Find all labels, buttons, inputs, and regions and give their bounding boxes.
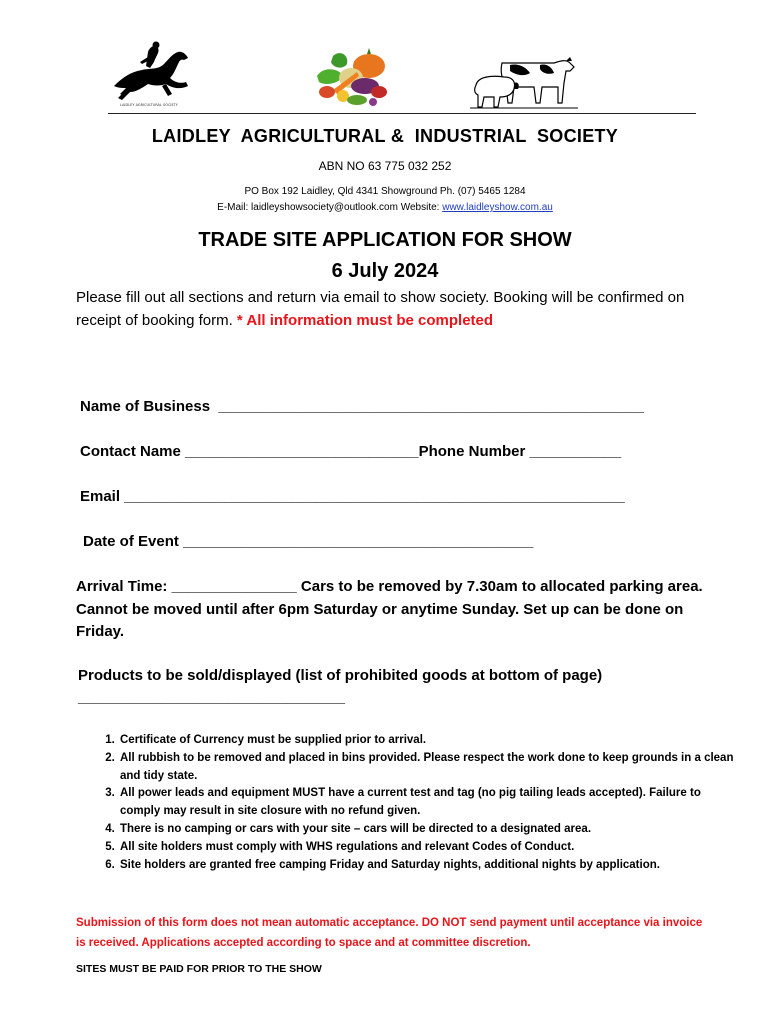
list-item: 4. There is no camping or cars with your site – cars will be directed to a designated area.	[118, 821, 738, 839]
event-date-field[interactable]: Date of Event __________________________________________	[83, 533, 534, 550]
list-item: 1. Certificate of Currency must be supplied prior to arrival.	[118, 732, 738, 750]
products-field[interactable]: Products to be sold/displayed (list of prohibited goods at bottom of page) ________________________________	[78, 667, 603, 706]
list-item: 5. All site holders must comply with WHS regulations and relevant Codes of Conduct.	[118, 839, 738, 857]
business-name-field[interactable]: Name of Business ___________________________________________________	[80, 398, 644, 415]
farm-animals-logo	[470, 55, 582, 109]
conditions-list	[76, 732, 738, 874]
form-title: TRADE SITE APPLICATION FOR SHOW	[198, 229, 572, 251]
horse-logo-caption: LAIDLEY AGRICULTURAL SOCIETY	[120, 103, 178, 107]
email-field[interactable]: Email ____________________________________________________________	[80, 488, 625, 505]
horse-jumper-logo	[100, 40, 200, 108]
contact-phone-field[interactable]: Contact Name ____________________________Phone Number ___________	[80, 443, 622, 460]
contact-line	[0, 202, 770, 213]
list-item: 2. All rubbish to be removed and placed in bins provided. Please respect the work done to keep grounds in a clean and tidy state.	[118, 750, 738, 786]
payment-notice: SITES MUST BE PAID FOR PRIOR TO THE SHOW	[76, 963, 322, 975]
header-rule	[108, 113, 696, 114]
list-item: 3. All power leads and equipment MUST have a current test and tag (no pig tailing leads accepted). Failure to comply may result in site closure with no refund given.	[118, 785, 738, 821]
abn-number: ABN NO 63 775 032 252	[318, 159, 452, 173]
list-item: 6. Site holders are granted free camping Friday and Saturday nights, additional nights by application.	[118, 857, 738, 875]
arrival-time-field[interactable]: Arrival Time: _______________ Cars to be removed by 7.30am to allocated parking area. Cannot be moved until after 6pm Saturday or anytime Sunday. Set up can be done on Friday.	[76, 578, 703, 640]
postal-address: PO Box 192 Laidley, Qld 4341 Showground Ph. (07) 5465 1284	[244, 186, 526, 197]
required-notice: * All information must be completed	[236, 312, 494, 329]
website-link[interactable]: www.laidleyshow.com.au	[442, 202, 553, 213]
show-date: 6 July 2024	[331, 260, 439, 282]
society-name: LAIDLEY AGRICULTURAL & INDUSTRIAL SOCIETY	[151, 126, 619, 146]
intro-text	[76, 286, 716, 332]
intro-instructions: Please fill out all sections and return via email to show society. Booking will be confirmed on receipt of booking form.	[76, 289, 685, 329]
email-address: E-Mail: laidleyshowsociety@outlook.com Website:	[217, 202, 443, 213]
submission-notice: Submission of this form does not mean automatic acceptance. DO NOT send payment until acceptance via invoice is received. Applications accepted according to space and at committee discretion.	[76, 917, 703, 949]
vegetables-logo	[313, 46, 393, 108]
